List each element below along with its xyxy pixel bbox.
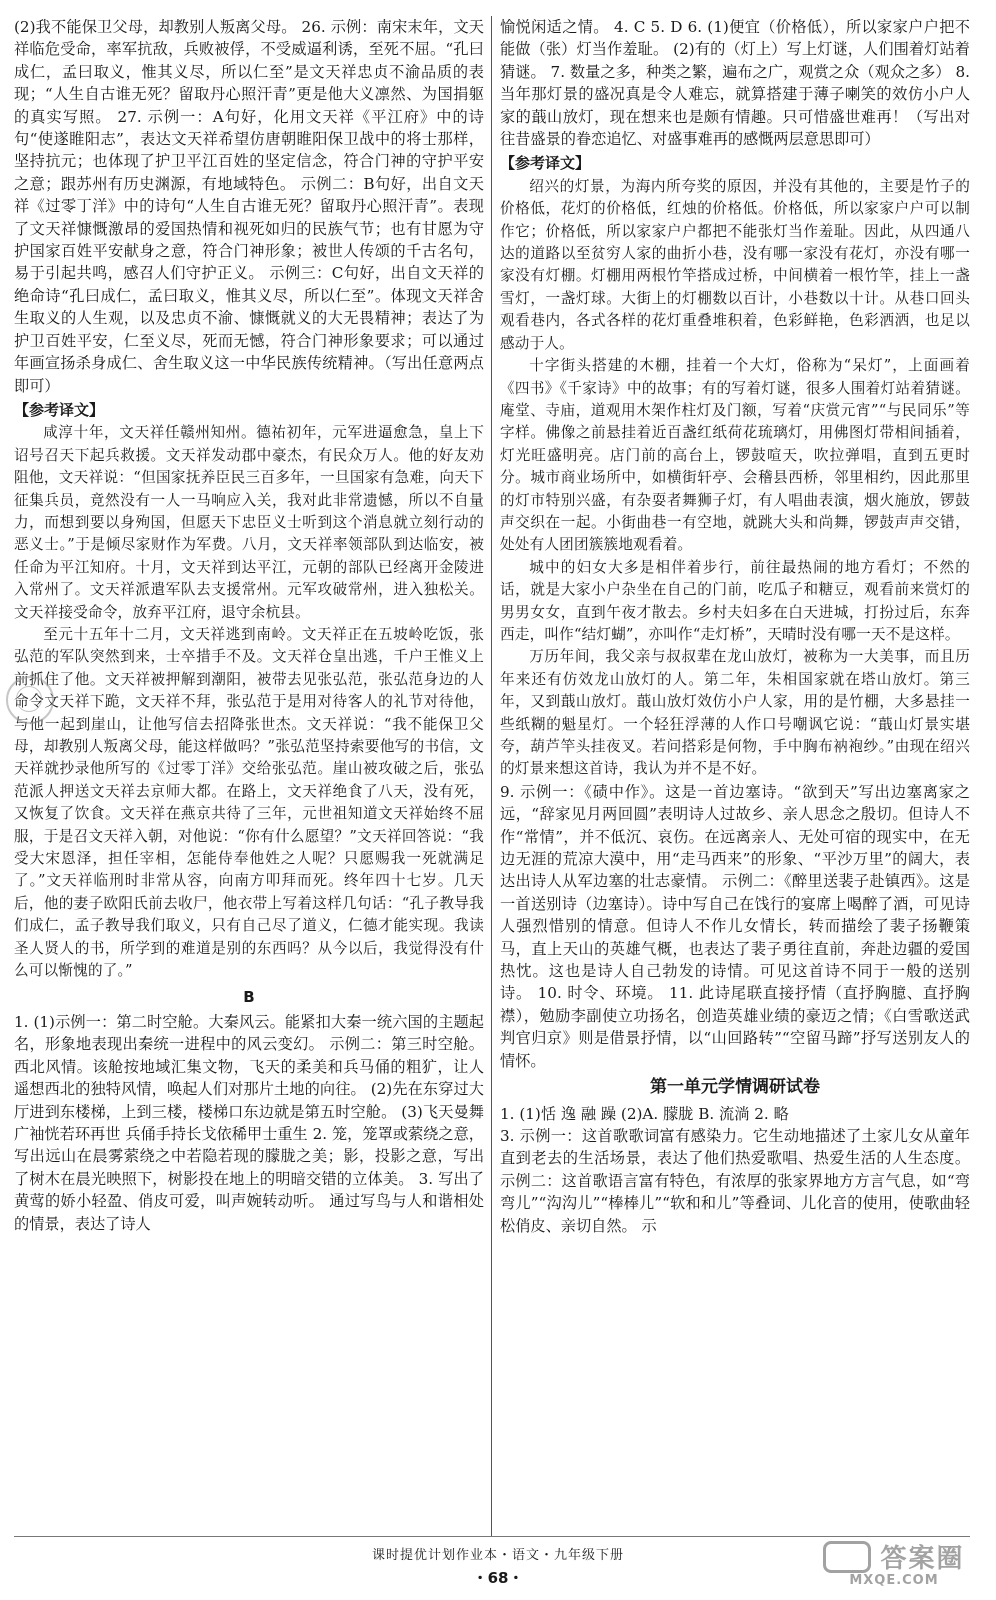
page-number: ・68・	[472, 1569, 524, 1587]
column-divider	[491, 16, 492, 1536]
watermark-logo-icon	[823, 1541, 871, 1573]
unit-answers-3: 3. 示例一：这首歌歌词富有感染力。它生动地描述了土家儿女从童年直到老去的生活场景，表达了他们热爱歌唱、热爱生活的人生态度。 示例二：这首歌语言富有特色，有浓厚的张家界地方方言气息，如“弯弯儿”“沟沟儿”“棒棒儿”“软和和儿”等叠词、儿化音的使用，使歌曲轻松俏皮、亲切自然。 示	[500, 1126, 970, 1235]
left-column	[14, 16, 484, 1536]
watermark-url: MXQE.COM	[849, 1573, 939, 1588]
translation-paragraph: 十字街头搭建的木棚，挂着一个大灯，俗称为“呆灯”，上面画着《四书》《千家诗》中的故事；有的写着灯谜，很多人围着灯站着猜谜。庵堂、寺庙，道观用木架作柱灯及门额，写着“庆赏元宵”“与民同乐”等字样。佛像之前悬挂着近百盏红纸荷花琉璃灯，用佛图灯带相间插着，灯光旺盛明亮。店门前的高台上，锣鼓喧天，吹拉弹唱，直到五更时分。城市商业场所中，如横街轩亭、会稽县西桥，邻里相约，因此那里的灯市特别兴盛，有杂耍者舞狮子灯，有人唱曲表演，烟火施放，锣鼓声交织在一起。小街曲巷一有空地，就跳大头和尚舞，锣鼓声声交错，处处有人团团簇簇地观看着。	[500, 357, 970, 554]
translation-paragraph: 城中的妇女大多是相伴着步行，前往最热闹的地方看灯；不然的话，就是大家小户杂坐在自己的门前，吃瓜子和糖豆，观看前来赏灯的男男女女，直到午夜才散去。乡村夫妇多在白天进城，打扮过后，东奔西走，叫作“结灯蝴”，亦叫作“走灯桥”，天晴时没有哪一天不是这样。	[500, 558, 970, 643]
unit-test-title: 第一单元学情调研试卷	[650, 1077, 820, 1098]
right-column	[500, 16, 970, 1536]
translation-paragraph: 绍兴的灯景，为海内所夸奖的原因，并没有其他的，主要是竹子的价格低，花灯的价格低，红烛的价格低。价格低，所以家家户户可以制作它；价格低，所以家家户户都把不能张灯当作羞耻。因此，从四通八达的道路以至贫穷人家的曲折小巷，没有哪一家没有花灯，亦没有哪一家没有灯棚。灯棚用两根竹竿搭成过桥，中间横着一根竹竿，挂上一盏雪灯，一盏灯球。大街上的灯棚数以百计，小巷数以十计。从巷口回头观看巷内，各式各样的花灯重叠堆积着，色彩鲜艳，色彩洒洒，也足以感动于人。	[500, 177, 970, 352]
reference-translation-heading: 【参考译文】	[500, 154, 591, 173]
answer-block-continued: 愉悦闲适之情。 4. C 5. D 6. (1)便宜（价格低），所以家家户户把不能做（张）灯当作羞耻。 (2)有的（灯上）写上灯谜，人们围着灯站着猜谜。 7. 数量之多，种类之繁，遍布之广，观赏之众（观众之多） 8. 当年那灯景的盛况真是令人难忘，就算搭建于薄子喇笑的效仿小户人家的蕺山放灯，现在想来也是颇有情趣。只可惜盛世难再！（写出对往昔盛景的眷恋追忆、对盛事难再的感慨两层意思即可）	[500, 18, 970, 149]
watermark-brand: 答案圈	[880, 1544, 965, 1574]
translation-paragraph: 咸淳十年，文天祥任赣州知州。德祐初年，元军进逼愈急，皇上下诏号召天下起兵救援。文天祥发动郡中豪杰，有民众万人。他的好友劝阻他，文天祥说：“但国家抚养臣民三百多年，一旦国家有急难，向天下征集兵员，竟然没有一人一马响应入关，我对此非常遗憾，所以不自量力，而想到要以身殉国，但愿天下忠臣义士听到这个消息就立刻行动的恶义士。”于是倾尽家财作为军费。八月，文天祥率领部队到达临安，被任命为平江知府。十月，文天祥到达平江，元朝的部队已经离开金陵进入常州了。文天祥派遣军队去支援常州。元军攻破常州，进入独松关。文天祥接受命令，放弃平江府，退守余杭县。	[14, 424, 484, 621]
unit-answers-1-2: 1. (1)恬 逸 融 躁 (2)A. 朦胧 B. 流淌 2. 略	[500, 1104, 789, 1123]
section-label-b: B	[243, 988, 255, 1007]
answer-block-b: 1. (1)示例一：第二时空舱。大秦风云。能紧扣大秦一统六国的主题起名，形象地表现出秦统一进程中的风云变幻。 示例二：第三时空舱。西北风情。该舱按地域汇集文物，飞天的柔美和兵马俑的粗犷，让人遥想西北的独特风情，唤起人们对那片土地的向往。 (2)先在东穿过大厅进到东楼梯，上到三楼，楼梯口东边就是第五时空舱。 (3)飞天曼舞广袖恍若环再世 兵俑手持长戈依稀甲士重生 2. 笼，笼罩或萦绕之意，写出远山在晨雾萦绕之中若隐若现的朦胧之美；影，投影之意，写出了树木在晨光映照下，树影投在地上的明暗交错的立体美。 3. 写出了黄莺的娇小轻盈、俏皮可爱，叫声婉转动听。 通过写鸟与人和谐相处的情景，表达了诗人	[14, 1012, 484, 1233]
translation-paragraph: 万历年间，我父亲与叔叔辈在龙山放灯，被称为一大美事，而且历年来还有仿效龙山放灯的人。第二年，朱相国家就在塔山放灯。第三年，又到蕺山放灯。蕺山放灯效仿小户人家，用的是竹棚，大多悬挂一些纸糊的魁星灯。一个轻狂浮薄的人作口号嘲讽它说：“蕺山灯景实堪夸，葫芦竿头挂夜叉。若问搭彩是何物，手中胸布衲袍纱。”由现在绍兴的灯景来想这首诗，我认为并不是不好。	[500, 648, 970, 778]
footer-rule	[14, 1536, 970, 1537]
book-title: 课时提优计划作业本・语文・九年级下册	[371, 1548, 624, 1563]
translation-paragraph: 至元十五年十二月，文天祥逃到南岭。文天祥正在五坡岭吃饭，张弘范的军队突然到来，士卒措手不及。文天祥仓皇出逃，千户王惟义上前抓住了他。文天祥被押解到潮阳，被带去见张弘范，张弘范身边的人命令文天祥下跪，文天祥不拜，张弘范于是用对待客人的礼节对待他，与他一起到崖山，让他写信去招降张世杰。文天祥说：“我不能保卫父母，却教别人叛离父母，能这样做吗？”张弘范坚持索要他写的书信，文天祥就抄录他所写的《过零丁洋》交给张弘范。崖山被攻破之后，张弘范派人押送文天祥去京师大都。在路上，文天祥绝食了八天，没有死，又恢复了饮食。文天祥在燕京共待了三年，元世祖知道文天祥始终不屈服，于是召文天祥入朝，对他说：“你有什么愿望？”文天祥回答说：“我受大宋恩泽，担任宰相，怎能侍奉他姓之人呢？只愿赐我一死就满足了。”文天祥临刑时非常从容，向南方叩拜而死。终年四十七岁。几天后，他的妻子欧阳氏前去收尸，他衣带上写着这样几句话：“孔子教导我们成仁，孟子教导我们取义，只有自己尽了道义，仁德才能实现。我读圣人贤人的书，所学到的难道是别的东西吗？从今以后，我觉得没有什么可以惭愧的了。”	[14, 625, 484, 980]
reference-translation-heading: 【参考译文】	[14, 400, 105, 419]
answer-block-9-11: 9. 示例一：《碛中作》。这是一首边塞诗。“欲到天”写出边塞离家之远，“辞家见月两回圆”表明诗人过故乡、亲人思念之殷切。但诗人不作“常情”，并不低沉、哀伤。在远离亲人、无处可宿的现实中，在无边无涯的荒凉大漠中，用“走马西来”的形象、“平沙万里”的阔大，表达出诗人从军边塞的壮志豪情。 示例二：《醉里送裴子赴镇西》。这是一首送别诗（边塞诗）。诗中写自己在饯行的宴席上喝醉了酒，可见诗人强烈惜别的情意。但诗人不作儿女情长，转而描绘了裴子扬鞭策马，直上天山的英雄气概，也表达了裴子勇往直前，奔赴边疆的爱国热忱。这也是诗人自己勃发的诗情。可见这首诗不同于一般的送别诗。 10. 时令、环境。 11. 此诗尾联直接抒情（直抒胸臆、直抒胸襟），勉励李副使立功扬名，创造英雄业绩的豪迈之情；《白雪歌送武判官归京》则是借景抒情，以“山回路转”“空留马蹄”抒写送别友人的情怀。	[500, 782, 970, 1070]
answer-block-intro: (2)我不能保卫父母，却教别人叛离父母。 26. 示例：南宋末年，文天祥临危受命，率军抗敌，兵败被俘，不受威逼利诱，至死不屈。“孔曰成仁，孟曰取义，惟其义尽，所以仁至”是文天祥忠贞不渝品质的表现；“人生自古谁无死？留取丹心照汗青”更是他大义凛然、为国捐躯的真实写照。 27. 示例一：A句好，化用文天祥《平江府》中的诗句“使遂睢阳志”，表达文天祥希望仿唐朝睢阳保卫战中的将士那样，坚持抗元；也体现了护卫平江百姓的坚定信念，符合门神的守护平安之意；跟苏州有历史渊源，有地域特色。 示例二：B句好，出自文天祥《过零丁洋》中的诗句“人生自古谁无死？留取丹心照汗青”。表现了文天祥慷慨激昂的爱国热情和视死如归的民族气节；也有甘愿为守护国家百姓平安献身之意，符合门神形象；被世人传颂的千古名句，易于引起共鸣，感召人们守护正义。 示例三：C句好，出自文天祥的绝命诗“孔曰成仁，孟曰取义，惟其义尽，所以仁至”。体现文天祥舍生取义的人生观，以及忠贞不渝、慷慨就义的大无畏精神；表达了为护卫百姓平安，仁至义尽，死而无憾，符合门神形象要求；可以通过年画宣扬杀身成仁、舍生取义这一中华民族传统精神。（写出任意两点即可）	[14, 18, 484, 395]
seal-stamp-icon	[6, 676, 54, 724]
watermark	[810, 1538, 978, 1596]
